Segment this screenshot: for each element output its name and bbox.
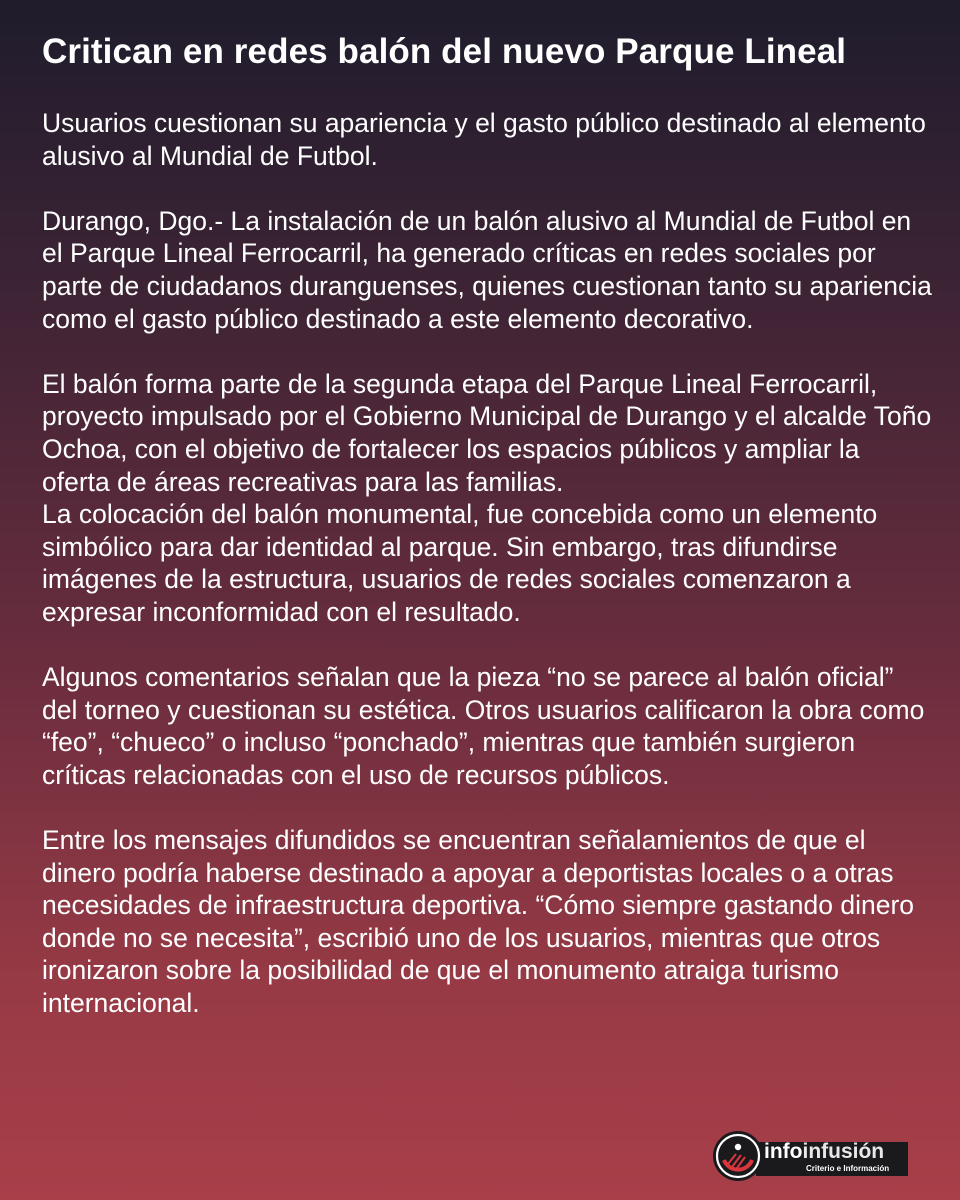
- article-body: [42, 107, 932, 1020]
- article-paragraph-4: Algunos comentarios señalan que la pieza “no se parece al balón oficial” del torneo y cuestionan su estética. Otros usuarios calificaron la obra como “feo”, “chueco” o incluso “ponchado”, mientras que también surgieron críticas relacionadas con el uso de recursos públicos.: [42, 662, 925, 790]
- article-subtitle: Usuarios cuestionan su apariencia y el gasto público destinado al elemento alusivo al Mundial de Futbol.: [42, 108, 926, 171]
- logo-wordmark-part-1: info: [764, 1140, 803, 1163]
- infoinfusion-logo: [712, 1130, 908, 1182]
- logo-wordmark: [764, 1140, 884, 1164]
- article-paragraph-1: Durango, Dgo.- La instalación de un balón alusivo al Mundial de Futbol en el Parque Lineal Ferrocarril, ha generado críticas en redes sociales por parte de ciudadanos duranguenses, quienes cuestionan tanto su apariencia como el gasto público destinado a este elemento decorativo.: [42, 205, 932, 334]
- article-paragraph-5: Entre los mensajes difundidos se encuentran señalamientos de que el dinero podría haberse destinado a apoyar a deportistas locales o a otras necesidades de infraestructura deportiva. “Cómo siempre gastando dinero donde no se necesita”, escribió uno de los usuarios, mientras que otros ironizaron sobre la posibilidad de que el monumento atraiga turismo internacional.: [42, 825, 915, 1019]
- paragraph-spacer: [42, 172, 932, 205]
- paragraph-spacer: [42, 629, 932, 662]
- article-paragraph-3: La colocación del balón monumental, fue concebida como un elemento simbólico para dar identidad al parque. Sin embargo, tras difundirse imágenes de la estructura, usuarios de redes sociales comenzaron a expresar inconformidad con el resultado.: [42, 499, 878, 627]
- paragraph-spacer: [42, 335, 932, 368]
- logo-tagline: Criterio e Información: [806, 1164, 890, 1173]
- paragraph-spacer: [42, 791, 932, 824]
- headline: Critican en redes balón del nuevo Parque Lineal: [42, 32, 847, 71]
- logo-wordmark-part-2: infusión: [802, 1140, 885, 1163]
- article-paragraph-2: El balón forma parte de la segunda etapa del Parque Lineal Ferrocarril, proyecto impulsado por el Gobierno Municipal de Durango y el alcalde Toño Ochoa, con el objetivo de fortalecer los espacios públicos y ampliar la oferta de áreas recreativas para las familias.: [42, 368, 932, 497]
- infoinfusion-logo-icon: [712, 1130, 764, 1182]
